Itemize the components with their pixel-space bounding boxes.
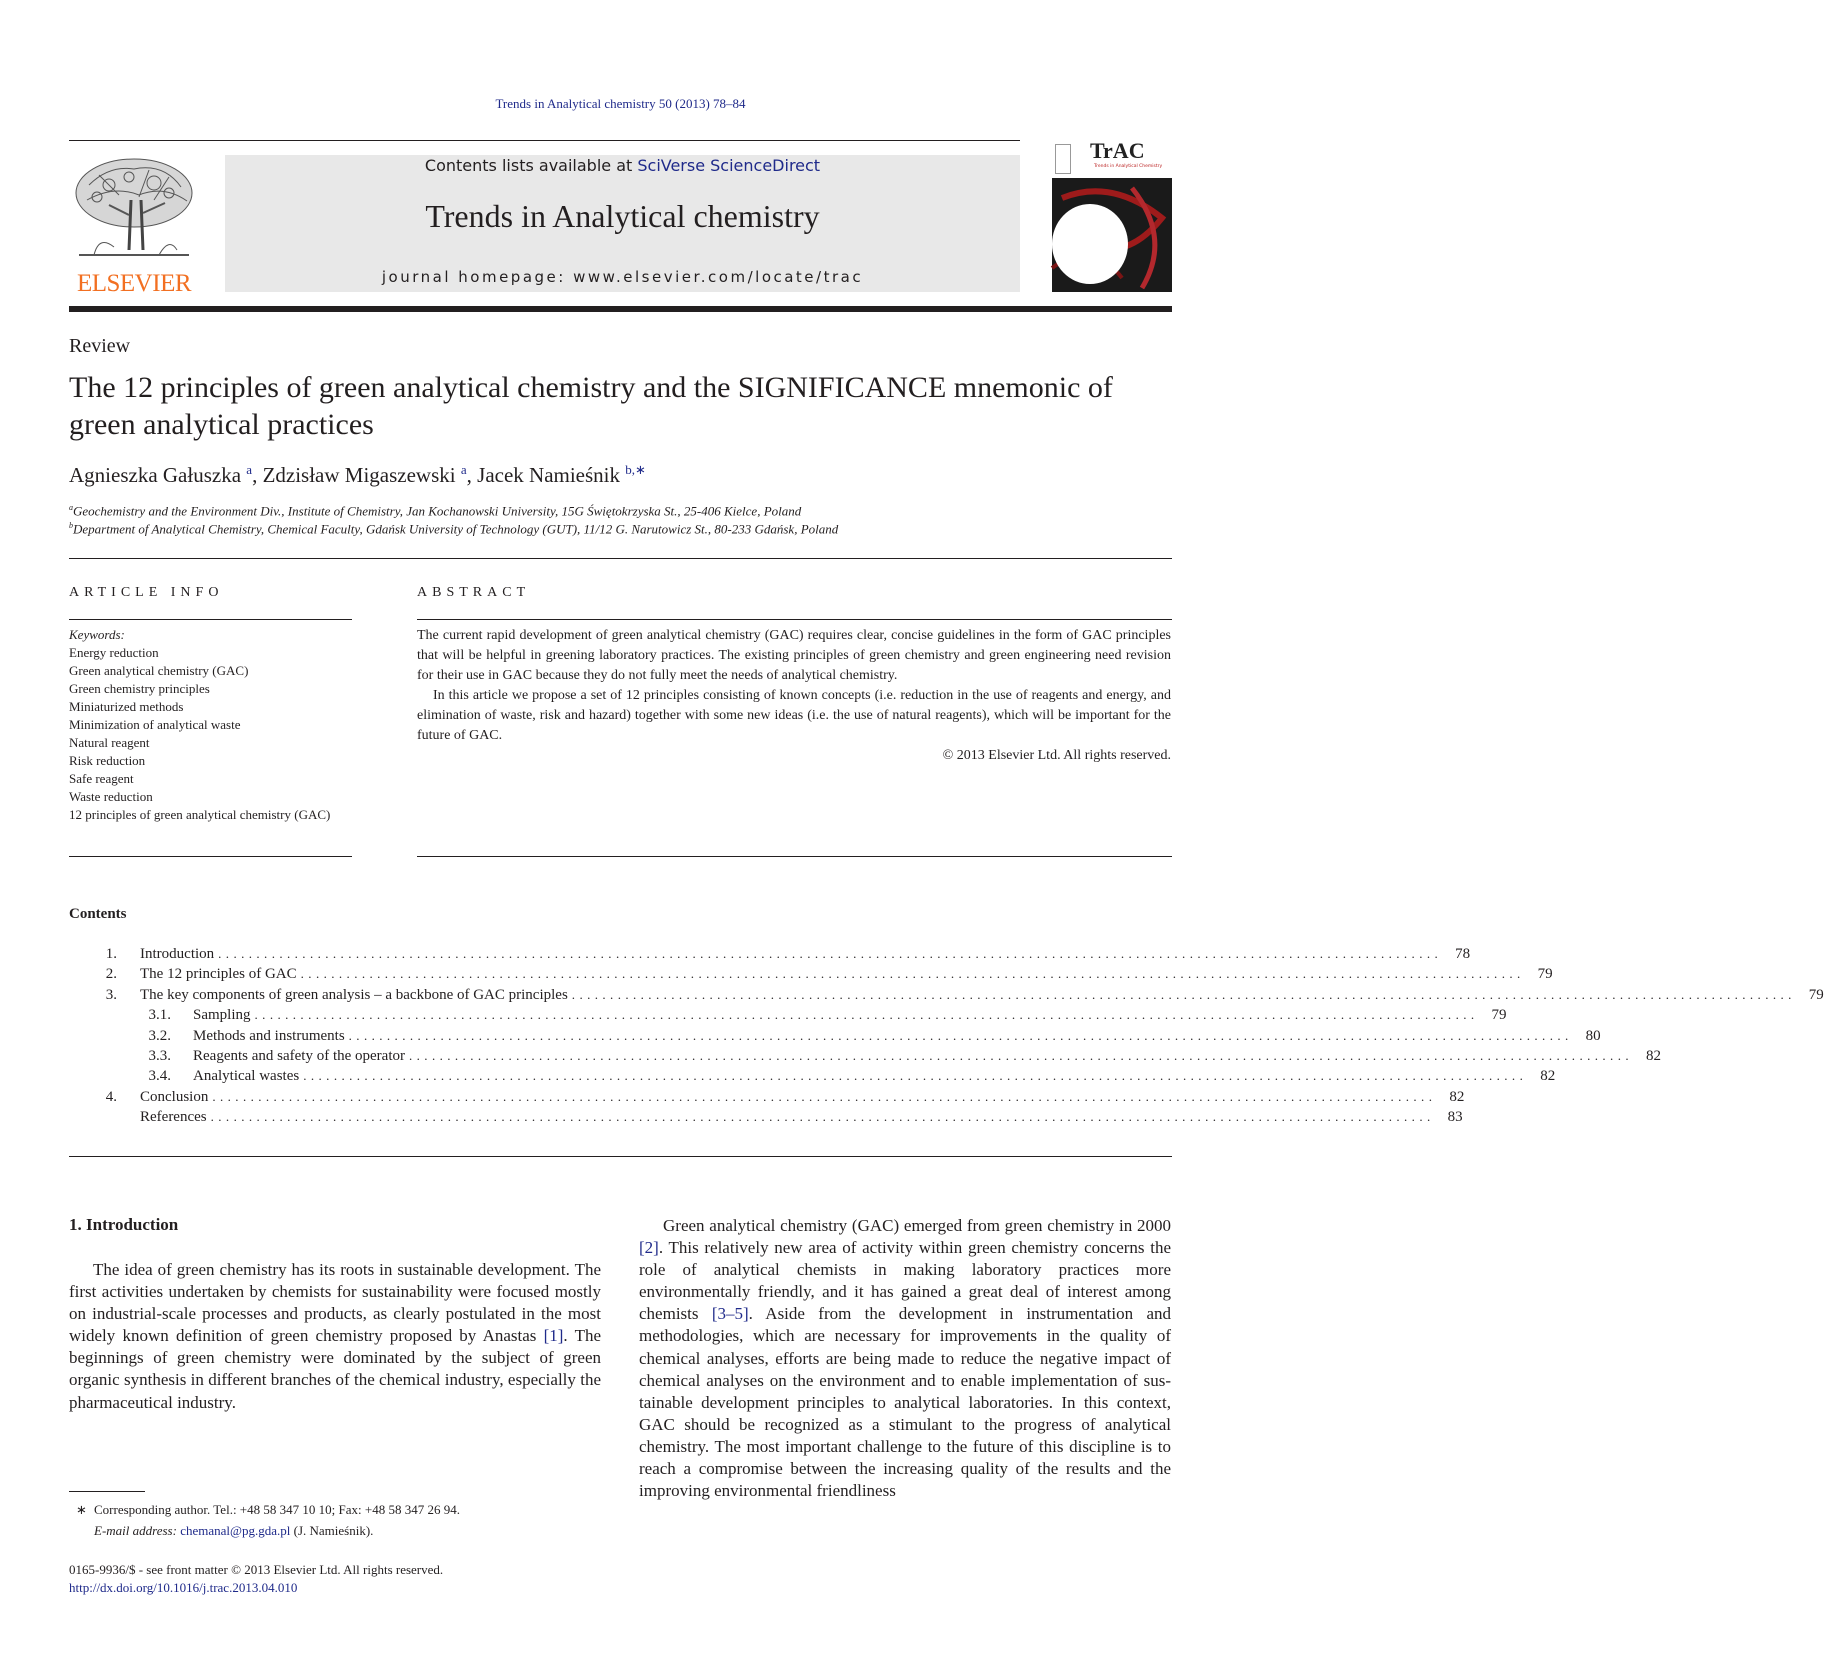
toc-page: 82	[1436, 1087, 1464, 1107]
toc-entry[interactable]	[69, 985, 1824, 1005]
top-rule	[69, 140, 1020, 141]
journal-banner	[225, 155, 1020, 292]
affiliation-mark: a	[69, 503, 73, 512]
citation-link[interactable]: [2]	[639, 1238, 659, 1258]
toc-title: The 12 principles of GAC	[140, 964, 301, 984]
author-separator: ,	[466, 463, 478, 487]
toc-number: 2.	[105, 966, 117, 983]
toc-title: Conclusion	[140, 1087, 212, 1107]
keyword-item: Green analytical chemistry (GAC)	[69, 663, 249, 678]
elsevier-wordmark: ELSEVIER	[76, 270, 192, 297]
toc-page: 82	[1633, 1046, 1661, 1066]
running-head[interactable]: Trends in Analytical chemistry 50 (2013) 78–84	[495, 96, 746, 111]
toc-entry[interactable]	[69, 1066, 1556, 1086]
table-of-contents	[69, 944, 1824, 1128]
toc-leader: ................................................................................................................................................................	[409, 1047, 1633, 1063]
paragraph-text: The idea of green chemistry has its roots in sustainable development. The first activities undertaken by chemists for sustainability were focused mostly on industrial-scale processes and products, as clearly postulated in the most widely known definition of green chemistry proposed by Anastas	[69, 1260, 601, 1346]
toc-page: 79	[1796, 985, 1824, 1005]
email-link[interactable]: chemanal@pg.gda.pl	[180, 1523, 291, 1538]
cover-subtitle: Trends in Analytical Chemistry	[1094, 164, 1163, 169]
masthead-thick-rule	[69, 306, 1172, 312]
toc-title: Methods and instruments	[193, 1026, 349, 1046]
author-name: Jacek Namieśnik	[477, 463, 621, 487]
footnote-mark: ∗	[76, 1502, 87, 1517]
doi-link[interactable]: http://dx.doi.org/10.1016/j.trac.2013.04.010	[69, 1580, 298, 1595]
toc-page: 78	[1442, 944, 1470, 964]
toc-entry[interactable]	[69, 1087, 1465, 1107]
toc-entry[interactable]	[69, 1107, 1463, 1127]
corresponding-author-footnote	[69, 1499, 460, 1541]
article-info-heading: ARTICLE INFO	[69, 585, 224, 600]
paragraph-text: . Aside from the development in instrumentation and methodologies, which are necessary for improvements in the quality of chemical analyses, efforts are being made to reduce the negative impact of chemical analyses on the environment and to enable implementation of sustainable development principles to analytical laboratories. In this context, GAC should be recognized as a stimulant to the progress of analytical chemistry. The most important challenge to the future of this discipline is to reach a compromise between the increasing quality of the results and the improving environmental friendliness	[639, 1304, 1171, 1501]
tree-icon	[69, 155, 199, 269]
toc-page: 82	[1527, 1066, 1555, 1086]
footnote-email-line	[69, 1520, 460, 1541]
footnote-text: Corresponding author. Tel.: +48 58 347 10 10; Fax: +48 58 347 26 94.	[94, 1502, 460, 1517]
toc-leader: ................................................................................................................................................................	[303, 1068, 1528, 1084]
toc-entry[interactable]	[69, 964, 1553, 984]
toc-number: 3.	[105, 986, 117, 1003]
affiliation-b	[69, 521, 838, 537]
footnote-rule	[69, 1491, 145, 1492]
abstract-rule-bottom	[417, 856, 1172, 857]
cover-logo-text: TrAC	[1090, 138, 1145, 163]
keyword-item: Risk reduction	[69, 753, 146, 768]
keyword-item: Waste reduction	[69, 789, 153, 804]
toc-number: 1.	[105, 946, 117, 962]
body-paragraph	[69, 1259, 601, 1414]
toc-number: 3.2.	[148, 1027, 171, 1044]
toc-leader: ................................................................................................................................................................	[571, 986, 1796, 1002]
body-column-right	[639, 1215, 1171, 1502]
keyword-item: Safe reagent	[69, 771, 134, 786]
author-name: Agnieszka Gałuszka	[69, 463, 242, 487]
toc-title: Analytical wastes	[193, 1066, 303, 1086]
email-label: E-mail address:	[94, 1523, 177, 1538]
paragraph-text: . The beginnings of green chemistry were dominated by the subject of green organic synthesis in different branches of the chemical industry, especially the pharmaceutical industry.	[69, 1326, 601, 1412]
author-affiliation-mark[interactable]: a	[246, 462, 253, 477]
cover-artwork-icon	[1052, 178, 1172, 292]
toc-entry[interactable]	[69, 1005, 1507, 1025]
toc-page: 83	[1435, 1107, 1463, 1127]
section-heading-introduction: 1. Introduction	[69, 1215, 179, 1234]
toc-entry[interactable]	[69, 944, 1471, 964]
affiliation-text: Geochemistry and the Environment Div., Institute of Chemistry, Jan Kochanowski University, 15G Świętokrzyska St., 25-406 Kielce, Poland	[73, 503, 802, 519]
affiliation-mark: b	[69, 521, 73, 530]
toc-title: Reagents and safety of the operator	[193, 1046, 409, 1066]
author-name: Zdzisław Migaszewski	[262, 463, 456, 487]
sciencedirect-link[interactable]: SciVerse ScienceDirect	[637, 156, 821, 175]
toc-page: 79	[1479, 1005, 1507, 1025]
toc-title: Sampling	[193, 1005, 255, 1025]
toc-leader: ................................................................................................................................................................	[210, 1109, 1435, 1125]
body-column-left	[69, 1259, 601, 1414]
footnote-line	[69, 1499, 460, 1520]
contents-available-prefix: Contents lists available at	[424, 156, 638, 175]
toc-leader: ................................................................................................................................................................	[212, 1088, 1437, 1104]
citation-link[interactable]: [3–5]	[711, 1304, 749, 1324]
cover-sidebar	[1055, 144, 1071, 174]
toc-entry[interactable]	[69, 1046, 1661, 1066]
front-matter	[69, 1561, 443, 1597]
email-owner: (J. Namieśnik).	[293, 1523, 374, 1538]
toc-title: The key components of green analysis – a backbone of GAC principles	[140, 985, 572, 1005]
header-divider	[69, 558, 1172, 559]
paragraph-text: . This relatively new area of activity within green chemistry concerns the role of analytical chemists in making laboratory practices more environmentally friendly, and it has gained a great deal of interest among chemists	[639, 1238, 1171, 1324]
keyword-item: Minimization of analytical waste	[69, 717, 241, 732]
abstract-body	[417, 626, 1171, 766]
abstract-paragraph: The current rapid development of green analytical chemistry (GAC) requires clear, concise guidelines in the form of GAC principles that will be helpful in greening laboratory practices. The existing principles of green chemistry and green engineering need revision for their use in GAC because they do not fully meet the needs of analytical chemistry.	[417, 628, 1171, 683]
toc-leader: ................................................................................................................................................................	[300, 966, 1525, 982]
keyword-item: Green chemistry principles	[69, 681, 210, 696]
toc-title: Introduction	[140, 944, 218, 964]
toc-leader: ................................................................................................................................................................	[254, 1007, 1479, 1023]
keywords-label: Keywords:	[69, 627, 125, 642]
abstract-rule-top	[417, 619, 1172, 620]
keywords-block	[69, 626, 349, 824]
author-list	[69, 462, 646, 488]
toc-page: 80	[1573, 1026, 1601, 1046]
article-info-rule-bottom	[69, 856, 352, 857]
author-affiliation-mark[interactable]: a	[460, 462, 467, 477]
author-separator: ,	[252, 463, 263, 487]
contents-available-line	[225, 155, 1020, 177]
journal-homepage[interactable]: journal homepage: www.elsevier.com/locate/trac	[381, 268, 864, 286]
article-info-rule-top	[69, 619, 352, 620]
keyword-item: Natural reagent	[69, 735, 150, 750]
toc-entry[interactable]	[69, 1026, 1601, 1046]
toc-title: References	[140, 1107, 211, 1127]
keyword-item: Energy reduction	[69, 645, 159, 660]
abstract-heading: ABSTRACT	[417, 585, 531, 600]
issn-line: 0165-9936/$ - see front matter © 2013 Elsevier Ltd. All rights reserved.	[69, 1562, 444, 1577]
elsevier-tree-logo	[69, 155, 199, 269]
affiliation-a	[69, 503, 801, 519]
keyword-item: 12 principles of green analytical chemistry (GAC)	[69, 807, 331, 822]
paragraph-text: Green analytical chemistry (GAC) emerged from green chemistry in 2000	[663, 1216, 1171, 1235]
toc-leader: ................................................................................................................................................................	[348, 1027, 1573, 1043]
author-affiliation-mark[interactable]: b,∗	[625, 462, 646, 477]
abstract-paragraph: In this article we propose a set of 12 principles consisting of known concepts (i.e. reduction in the use of reagents and energy, and elimination of waste, risk and hazard) together with some new ideas (i.e. the use of natural reagents), which will be important for the future of GAC.	[417, 688, 1171, 743]
abstract-copyright: © 2013 Elsevier Ltd. All rights reserved.	[942, 748, 1171, 763]
affiliation-text: Department of Analytical Chemistry, Chemical Faculty, Gdańsk University of Technology (GUT), 11/12 G. Narutowicz St., 80-233 Gdańsk, Poland	[73, 521, 839, 537]
article-type: Review	[69, 335, 131, 357]
toc-leader: ................................................................................................................................................................	[218, 946, 1443, 961]
toc-number: 3.4.	[148, 1068, 171, 1085]
body-paragraph	[639, 1215, 1171, 1502]
journal-title: Trends in Analytical chemistry	[425, 198, 820, 234]
toc-number: 3.3.	[148, 1047, 171, 1064]
toc-number: 3.1.	[148, 1007, 171, 1024]
contents-heading: Contents	[69, 906, 127, 922]
journal-cover	[1052, 140, 1172, 292]
citation-link[interactable]: [1]	[543, 1326, 564, 1346]
keyword-item: Miniaturized methods	[69, 699, 184, 714]
article-title: The 12 principles of green analytical chemistry and the SIGNIFICANCE mnemonic of green analytical practices	[69, 371, 1113, 441]
toc-number: 4.	[105, 1088, 117, 1105]
toc-page: 79	[1525, 964, 1553, 984]
contents-divider	[69, 1156, 1172, 1157]
